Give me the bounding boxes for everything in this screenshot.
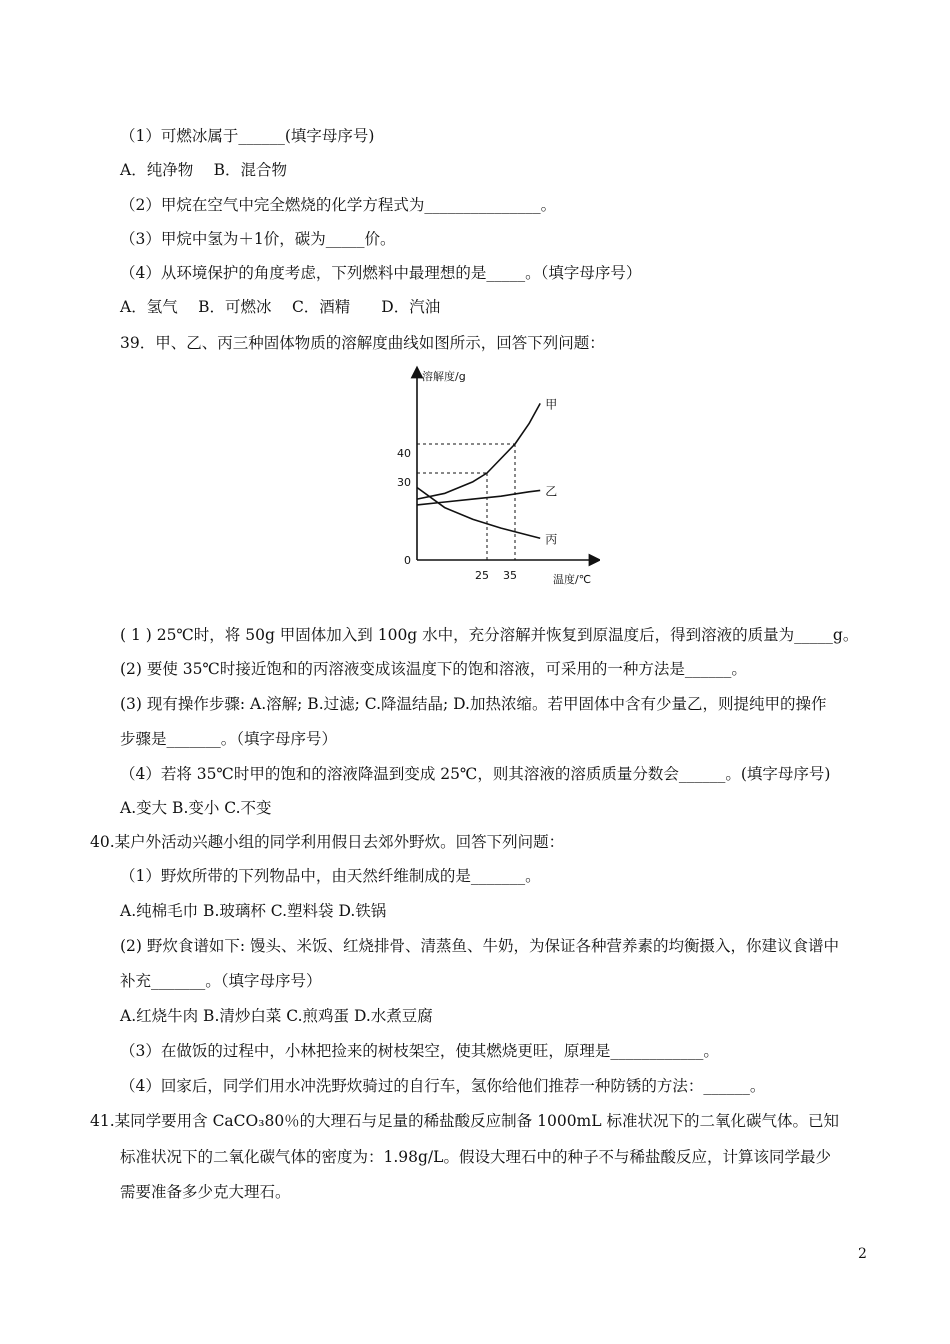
- q41-line1: 41.某同学要用含 CaCO₃80％的大理石与足量的稀盐酸反应制备 1000mL 标准状况下的二氧化碳气体。已知: [90, 1112, 839, 1130]
- q40-part3: （3）在做饭的过程中，小林把捡来的树枝架空，使其燃烧更旺，原理是____________。: [120, 1042, 719, 1060]
- y-tick-40: 40: [397, 447, 411, 460]
- q38-part3: （3）甲烷中氢为＋1价，碳为_____价。: [120, 230, 396, 248]
- x-axis-label: 温度/℃: [553, 573, 592, 586]
- series-label-2: 丙: [545, 532, 558, 547]
- q39-part3-cont: 步骤是_______。（填字母序号）: [120, 730, 338, 748]
- q41-line2: 标准状况下的二氧化碳气体的密度为：1.98g/L。假设大理石中的种子不与稀盐酸反应，计算该同学最少: [120, 1148, 831, 1166]
- q40-part1: （1）野炊所带的下列物品中，由天然纤维制成的是_______。: [120, 867, 541, 885]
- q39-title: 39．甲、乙、丙三种固体物质的溶解度曲线如图所示，回答下列问题：: [120, 334, 605, 352]
- q40-options-2: A.红烧牛肉 B.清炒白菜 C.煎鸡蛋 D.水煮豆腐: [120, 1007, 433, 1025]
- series-line-0: [417, 403, 540, 499]
- q39-part4: （4）若将 35℃时甲的饱和的溶液降温到变成 25℃，则其溶液的溶质质量分数会______。(填字母序号): [120, 765, 831, 783]
- q41-line3: 需要准备多少克大理石。: [120, 1183, 291, 1201]
- x-tick-35: 35: [503, 569, 517, 582]
- q40-options-1: A.纯棉毛巾 B.玻璃杯 C.塑料袋 D.铁锅: [120, 902, 387, 920]
- q40-part2-cont: 补充_______。（填字母序号）: [120, 972, 322, 990]
- q39-part3: (3) 现有操作步骤: A.溶解; B.过滤; C.降温结晶; D.加热浓缩。若甲固体中含有少量乙，则提纯甲的操作: [120, 695, 827, 713]
- q40-part4: （4）回家后，同学们用水冲洗野炊骑过的自行车，氢你给他们推荐一种防锈的方法：______。: [120, 1077, 766, 1095]
- series-line-1: [417, 490, 540, 505]
- solubility-chart: [360, 362, 600, 592]
- series-label-0: 甲: [545, 397, 558, 412]
- q38-part2: （2）甲烷在空气中完全燃烧的化学方程式为_______________。: [120, 196, 557, 214]
- q39-part1: ( 1 ) 25℃时，将 50g 甲固体加入到 100g 水中，充分溶解并恢复到原温度后，得到溶液的质量为_____g。: [120, 626, 859, 644]
- y-axis-label: 溶解度/g: [422, 370, 466, 383]
- q39-part2: (2) 要使 35℃时接近饱和的丙溶液变成该温度下的饱和溶液，可采用的一种方法是______。: [120, 660, 747, 678]
- q39-options-4: A.变大 B.变小 C.不变: [120, 799, 272, 817]
- q40-title: 40.某户外活动兴趣小组的同学利用假日去郊外野炊。回答下列问题：: [90, 833, 565, 851]
- q38-part1: （1）可燃冰属于______(填字母序号): [120, 127, 375, 145]
- q38-part4: （4）从环境保护的角度考虑，下列燃料中最理想的是_____。（填字母序号）: [120, 264, 642, 282]
- series-label-1: 乙: [545, 484, 558, 499]
- q38-options-4: A．氢气 B．可燃冰 C．酒精 D．汽油: [120, 298, 441, 316]
- origin-label: 0: [404, 554, 411, 567]
- y-tick-30: 30: [397, 476, 411, 489]
- q38-options-1: A．纯净物 B．混合物: [120, 161, 288, 179]
- page-number: 2: [858, 1246, 867, 1262]
- q40-part2: (2) 野炊食谱如下: 馒头、米饭、红烧排骨、清蒸鱼、牛奶，为保证各种营养素的均衡摄入，你建议食谱中: [120, 937, 840, 955]
- x-tick-25: 25: [475, 569, 489, 582]
